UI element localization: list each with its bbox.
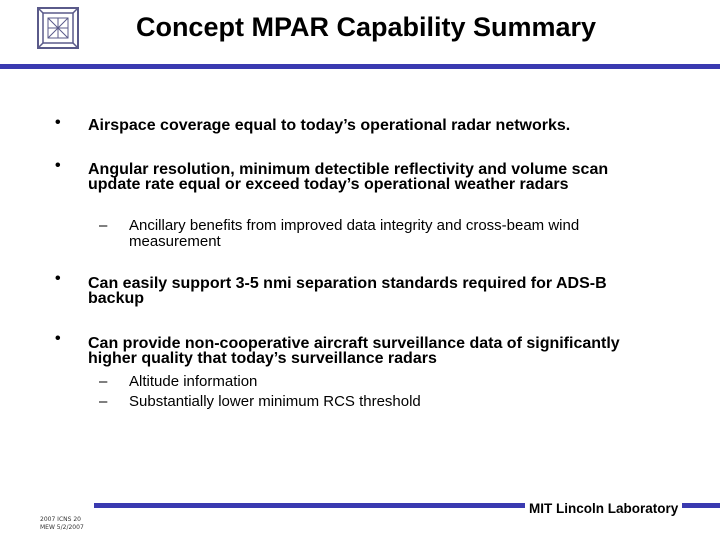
sub-bullet-marker: – <box>99 217 108 234</box>
bullet-text: Airspace coverage equal to today’s operational radar networks. <box>88 117 571 134</box>
bullet-marker: • <box>55 157 61 174</box>
sub-bullet-marker: – <box>99 373 108 390</box>
bullet-text: Can provide non-cooperative aircraft surveillance data of significantly higher quality that today’s surveillance radars <box>88 335 620 367</box>
sub-bullet-text: Substantially lower minimum RCS threshold <box>129 393 421 410</box>
title-divider <box>0 64 720 69</box>
slide-title: Concept MPAR Capability Summary <box>135 12 597 42</box>
sub-bullet-text: Ancillary benefits from improved data integrity and cross-beam wind measurement <box>129 217 580 250</box>
bullet-marker: • <box>55 270 61 287</box>
footer-code-line2: MEW 5/2/2007 <box>40 524 84 531</box>
bullet-text: Angular resolution, minimum detectible reflectivity and volume scan update rate equal or exceed today’s operational weather radars <box>88 161 609 193</box>
sub-bullet-text: Altitude information <box>129 373 258 390</box>
bullet-marker: • <box>55 330 61 347</box>
bullet-text: Can easily support 3-5 nmi separation standards required for ADS-B backup <box>88 275 607 307</box>
sub-bullet-marker: – <box>99 393 108 410</box>
bullet-marker: • <box>55 114 61 131</box>
footer-code-line1: 2007 ICNS 20 <box>40 516 81 523</box>
footer-organization: MIT Lincoln Laboratory <box>525 501 682 516</box>
